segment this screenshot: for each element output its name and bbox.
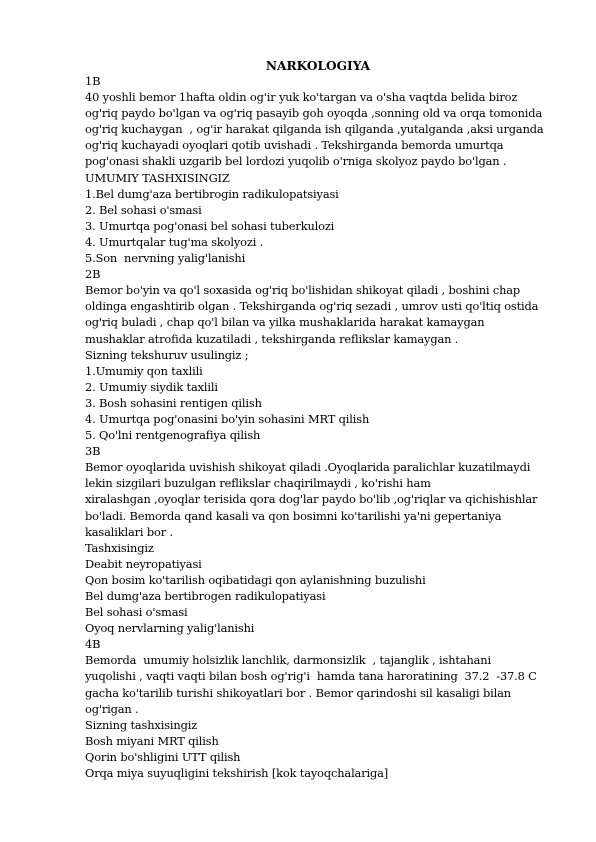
text-line: Bemorda umumiy holsizlik lanchlik, darmonsizlik , tajanglik , ishtahani <box>85 653 491 668</box>
text-line: og'riq buladi , chap qo'l bilan va yilka mushaklarida harakat kamaygan <box>85 315 485 330</box>
text-line: Orqa miya suyuqligini tekshirish [kok tayoqchalariga] <box>85 766 389 781</box>
text-line: og'riq kuchaygan , og'ir harakat qilganda ish qilganda ,yutalganda ,aksi urganda <box>85 122 544 137</box>
text-line: og'riq paydo bo'lgan va og'riq pasayib goh oyoqda ,sonning old va orqa tomonida <box>85 106 543 121</box>
text-line: Deabit neyropatiyasi <box>85 556 202 571</box>
text-line: pog'onasi shakli uzgarib bel lordozi yuqolib o'rniga skolyoz paydo bo'lgan . <box>85 154 507 169</box>
text-line: 4. Umurtqa pog'onasini bo'yin sohasini MRT qilish <box>85 411 370 426</box>
text-line: mushaklar atrofida kuzatiladi , tekshirganda reflikslar kamaygan . <box>85 331 459 346</box>
text-line: 4. Umurtqalar tug'ma skolyozi . <box>85 234 264 249</box>
text-line: Tashxisingiz <box>85 540 154 555</box>
text-line: 3. Umurtqa pog'onasi bel sohasi tuberkulozi <box>85 218 335 233</box>
document-body <box>85 73 555 781</box>
document-title: NARKOLOGIYA <box>265 59 371 73</box>
text-line: kasaliklari bor . <box>85 524 173 539</box>
text-line: 3. Bosh sohasini rentigen qilish <box>85 395 262 410</box>
text-line: 5. Qo'lni rentgenografiya qilish <box>85 428 261 443</box>
text-line: og'riq kuchayadi oyoqlari qotib uvishadi . Tekshirganda bemorda umurtqa <box>85 138 504 153</box>
text-line: lekin sizgilari buzulgan reflikslar chaqirilmaydi , ko'rishi ham <box>85 476 431 491</box>
text-line: yuqolishi , vaqti vaqti bilan bosh og'rig'i hamda tana haroratining 37.2 -37.8 C <box>85 669 537 684</box>
text-line: Qon bosim ko'tarilish oqibatidagi qon aylanishning buzulishi <box>85 572 426 587</box>
text-line: 4B <box>85 637 101 652</box>
text-line: Bel dumg'aza bertibrogen radikulopatiyasi <box>85 589 326 603</box>
text-line: 2. Umumiy siydik taxlili <box>85 379 218 394</box>
text-line: Sizning tashxisingiz <box>85 717 198 732</box>
text-line: 3B <box>85 444 101 459</box>
text-line: 2. Bel sohasi o'smasi <box>85 202 202 217</box>
text-line: Oyoq nervlarning yalig'lanishi <box>85 621 255 636</box>
text-line: Sizning tekshuruv usulingiz ; <box>85 347 249 362</box>
text-line: xiralashgan ,oyoqlar terisida qora dog'lar paydo bo'lib ,og'riqlar va qichishishlar <box>85 492 538 507</box>
text-line: Bosh miyani MRT qilish <box>85 733 219 748</box>
text-line: UMUMIY TASHXISINGIZ <box>85 170 230 185</box>
text-line: 40 yoshli bemor 1hafta oldin og'ir yuk ko'targan va o'sha vaqtda belida biroz <box>85 90 518 105</box>
text-line: Qorin bo'shligini UTT qilish <box>85 749 241 764</box>
text-line: 1.Umumiy qon taxlili <box>85 363 203 378</box>
text-line: Bel sohasi o'smasi <box>85 605 188 620</box>
text-line: gacha ko'tarilib turishi shikoyatlari bor . Bemor qarindoshi sil kasaligi bilan <box>85 685 511 700</box>
text-line: oldinga engashtirib olgan . Tekshirganda og'riq sezadi , umrov usti qo'ltiq ostida <box>85 299 539 314</box>
text-line: 1B <box>85 74 101 88</box>
text-line: 2B <box>85 267 101 282</box>
text-line: og'rigan . <box>85 701 139 716</box>
text-line: bo'ladi. Bemorda qand kasali va qon bosimni ko'tarilishi ya'ni gepertaniya <box>85 508 502 523</box>
text-line: Bemor oyoqlarida uvishish shikoyat qiladi .Oyoqlarida paralichlar kuzatilmaydi <box>85 460 531 475</box>
text-line: 1.Bel dumg'aza bertibrogin radikulopatsiyasi <box>85 186 339 201</box>
text-line: 5.Son nervning yalig'lanishi <box>85 251 246 266</box>
text-line: Bemor bo'yin va qo'l soxasida og'riq bo'lishidan shikoyat qiladi , boshini chap <box>85 283 521 298</box>
